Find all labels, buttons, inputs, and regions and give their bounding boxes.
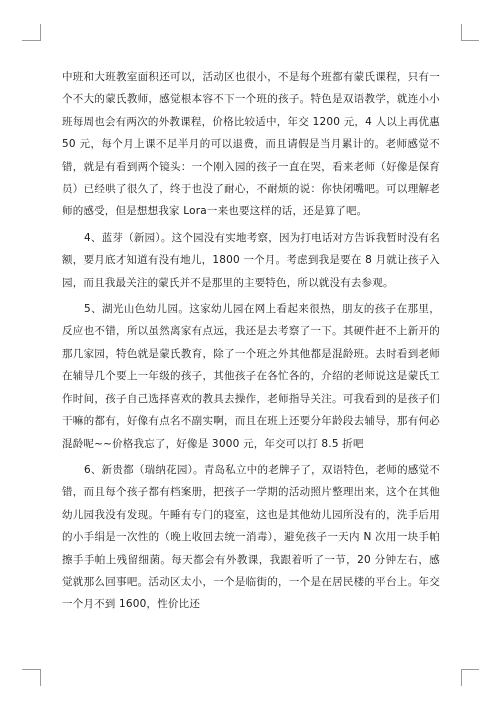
crop-mark-top-right-v [461, 24, 462, 41]
crop-mark-bottom-right-v [461, 669, 462, 686]
crop-mark-top-right-h [461, 40, 479, 41]
crop-mark-bottom-left-h [22, 669, 40, 670]
crop-mark-top-left-h [22, 40, 40, 41]
crop-mark-bottom-right-h [461, 669, 479, 670]
crop-mark-top-left-v [40, 24, 41, 41]
paragraph-continuation: 中班和大班教室面积还可以，活动区也很小，不是每个班都有蒙氏课程，只有一个不大的蒙氏教师，感觉根本容不下一个班的孩子。特色是双语教学，就连小小班每周也会有两次的外教课程，价格比较适中，年交 1200 元，4 人以上再优惠 50 元，每个月上课不足半月的可以退费，而且请假是当月累计的。老师感觉不错，就是有看到两个镜头：一个刚入园的孩子一直在哭，看来老师（好像是保育员）已经哄了很久了，终于也没了耐心，不耐烦的说：你快闭嘴吧。可以理解老师的感受，但是想想我家 Lora一来也要这样的话，还是算了吧。 [62, 71, 440, 218]
paragraph-huguangshanse: 5、湖光山色幼儿园。这家幼儿园在网上看起来很热，朋友的孩子在那里，反应也不错，所以虽然离家有点远，我还是去考察了一下。其硬件赶不上新开的那几家园，特色就是蒙氏教育，除了一个班之外其他都是混龄班。去时看到老师在辅导几个要上一年级的孩子，其他孩子在各忙各的，介绍的老师说这是蒙氏工作时间，孩子自己选择喜欢的教具去操作，老师指导关注。可我看到的是孩子们干嘛的都有，好像有点名不副实啊，而且在班上还要分年龄段去辅导，那有何必混龄呢~~价格我忘了，好像是 3000 元，年交可以打 8.5 折吧 [62, 303, 440, 450]
body-text [62, 66, 440, 620]
crop-mark-bottom-left-v [40, 669, 41, 686]
paragraph-lanya: 4、蓝芽（新园）。这个园没有实地考察，因为打电话对方告诉我暂时没有名额，要月底才知道有没有地儿，1800 一个月。考虑到我是要在 8 月就让孩子入园，而且我最关注的蒙氏并不是那里的主要特色，所以就没有去参观。 [62, 231, 440, 289]
paragraph-xinguidu: 6、新贵都（瑞纳花园）。青岛私立中的老牌子了，双语特色，老师的感觉不错，而且每个孩子都有档案册，把孩子一学期的活动照片整理出来，这个在其他幼儿园我没有发现。午睡有专门的寝室，这也是其他幼儿园所没有的，洗手后用的小手绢是一次性的（晚上收回去统一消毒），避免孩子一天内 N 次用一块手帕擦手手帕上残留细菌。每天都会有外教课，我跟着听了一节，20 分钟左右，感觉就那么回事吧。活动区太小，一个是临街的，一个是在居民楼的平台上。年交一个月不到 1600，性价比还 [62, 463, 440, 611]
